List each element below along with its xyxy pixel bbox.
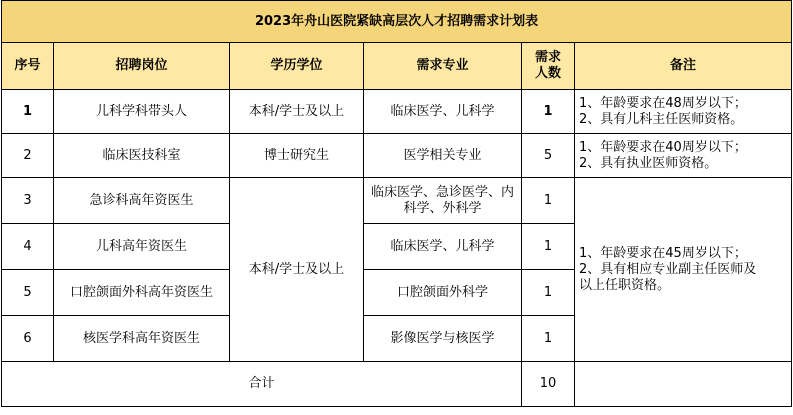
row-position: 儿科高年资医生 — [54, 224, 230, 270]
row-no: 1 — [2, 90, 54, 134]
header-major: 需求专业 — [364, 43, 522, 90]
table-row — [2, 134, 792, 178]
row-major: 临床医学、儿科学 — [364, 90, 522, 134]
note-line: 2、具有儿科主任医师资格。 — [579, 111, 744, 127]
row-count: 1 — [522, 224, 575, 270]
header-degree: 学历学位 — [230, 43, 364, 90]
row-no: 2 — [2, 134, 54, 178]
note-line: 以上任职资格。 — [579, 277, 671, 293]
note-line: 1、年龄要求在48周岁以下； — [579, 95, 747, 111]
row-major: 影像医学与核医学 — [364, 316, 522, 362]
row-no: 4 — [2, 224, 54, 270]
row-note — [575, 90, 792, 134]
header-note: 备注 — [575, 43, 792, 90]
row-position: 临床医技科室 — [54, 134, 230, 178]
merged-degree: 本科/学士及以上 — [230, 178, 364, 362]
header-position: 招聘岗位 — [54, 43, 230, 90]
table-row — [2, 178, 792, 224]
total-count: 10 — [522, 362, 575, 407]
table-title: 2023年舟山医院紧缺高层次人才招聘需求计划表 — [2, 1, 792, 43]
row-no: 6 — [2, 316, 54, 362]
note-line: 1、年龄要求在45周岁以下； — [579, 245, 747, 261]
total-label: 合计 — [2, 362, 522, 407]
total-note — [575, 362, 792, 407]
row-major: 医学相关专业 — [364, 134, 522, 178]
row-degree: 博士研究生 — [230, 134, 364, 178]
row-note — [575, 134, 792, 178]
row-position: 急诊科高年资医生 — [54, 178, 230, 224]
row-no: 3 — [2, 178, 54, 224]
note-line: 2、具有相应专业副主任医师及 — [579, 261, 757, 277]
row-major: 临床医学、急诊医学、内科学、外科学 — [364, 178, 522, 224]
row-degree: 本科/学士及以上 — [230, 90, 364, 134]
row-position: 核医学科高年资医生 — [54, 316, 230, 362]
total-row — [2, 362, 792, 407]
note-line: 1、年龄要求在40周岁以下； — [579, 139, 747, 155]
row-count: 1 — [522, 270, 575, 316]
row-position: 儿科学科带头人 — [54, 90, 230, 134]
row-count: 5 — [522, 134, 575, 178]
note-line: 2、具有执业医师资格。 — [579, 155, 718, 171]
row-count: 1 — [522, 90, 575, 134]
table-row — [2, 90, 792, 134]
header-no: 序号 — [2, 43, 54, 90]
row-count: 1 — [522, 178, 575, 224]
row-major: 口腔颌面外科学 — [364, 270, 522, 316]
row-position: 口腔颌面外科高年资医生 — [54, 270, 230, 316]
row-no: 5 — [2, 270, 54, 316]
header-count: 需求人数 — [522, 43, 575, 90]
merged-note — [575, 178, 792, 362]
recruitment-table — [1, 0, 792, 407]
row-count: 1 — [522, 316, 575, 362]
row-major: 临床医学、儿科学 — [364, 224, 522, 270]
